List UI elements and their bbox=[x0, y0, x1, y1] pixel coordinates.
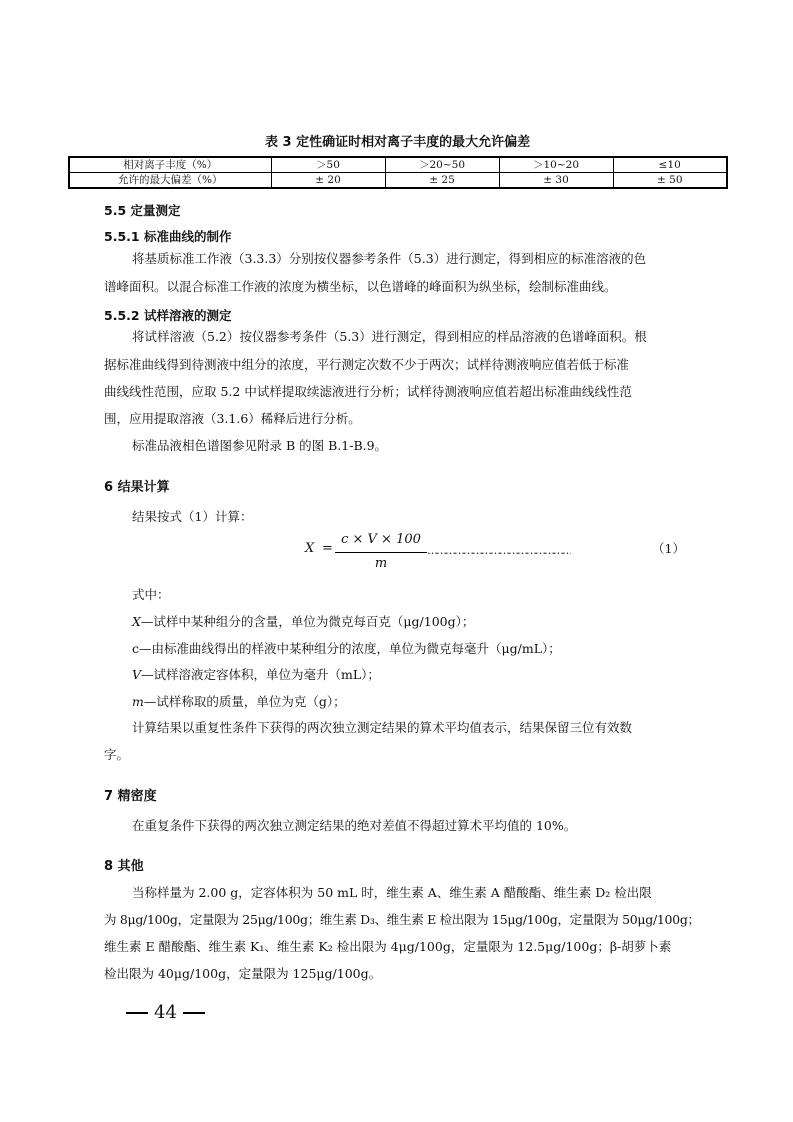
fraction-bar bbox=[335, 552, 427, 553]
section-heading: 8 其他 bbox=[104, 859, 144, 874]
table-row bbox=[69, 157, 727, 173]
subsection-heading: 5.5.2 试样溶液的测定 bbox=[104, 308, 232, 323]
paragraph-line: 计算结果以重复性条件下获得的两次独立测定结果的算术平均值表示，结果保留三位有效数 bbox=[132, 720, 633, 735]
formula-leader: ………………………………………… bbox=[427, 544, 571, 557]
variable-desc: —试样称取的质量，单位为克（g）； bbox=[143, 694, 346, 709]
paragraph-line: 据标准曲线得到待测液中组分的浓度，平行测定次数不少于两次；试样待测液响应值若低于标准 bbox=[104, 357, 630, 372]
paragraph-line: 检出限为 40μg/100g，定量限为 125μg/100g。 bbox=[104, 966, 382, 981]
variable-definition bbox=[132, 616, 474, 629]
formula-numerator: c × V × 100 bbox=[341, 532, 421, 547]
paragraph-line: 将试样溶液（5.2）按仪器参考条件（5.3）进行测定，得到相应的样品溶液的色谱峰面积。根 bbox=[132, 329, 647, 344]
table-cell: ＞10~20 bbox=[499, 157, 613, 173]
variable-definition bbox=[132, 696, 346, 709]
table-row bbox=[69, 173, 727, 189]
paragraph-line: 维生素 E 醋酸酯、维生素 K₁、维生素 K₂ 检出限为 4μg/100g，定量限为 12.5μg/100g；β-胡萝卜素 bbox=[104, 939, 672, 954]
formula-fraction bbox=[335, 530, 427, 573]
paragraph-line: 字。 bbox=[104, 747, 130, 762]
paragraph-line: 当称样量为 2.00 g，定容体积为 50 mL 时，维生素 A、维生素 A 醋酸酯、维生素 D₂ 检出限 bbox=[132, 885, 652, 900]
table-cell: ± 20 bbox=[271, 173, 385, 189]
ion-abundance-table bbox=[68, 156, 728, 189]
table-cell: ＞20~50 bbox=[385, 157, 499, 173]
variable-definition bbox=[132, 643, 561, 656]
table-cell: ＞50 bbox=[271, 157, 385, 173]
variable-desc: —由标准曲线得出的样液中某种组分的浓度，单位为微克每毫升（μg/mL）； bbox=[139, 641, 561, 656]
paragraph-line: 曲线线性范围，应取 5.2 中试样提取续滤液进行分析；试样待测液响应值若超出标准曲线线性范 bbox=[104, 384, 632, 399]
formula-denominator: m bbox=[374, 556, 388, 571]
paragraph-line: 将基质标准工作液（3.3.3）分别按仪器参考条件（5.3）进行测定，得到相应的标准溶液的色 bbox=[132, 251, 647, 266]
table-caption: 表 3 定性确证时相对离子丰度的最大允许偏差 bbox=[265, 135, 531, 150]
variable-symbol: V bbox=[132, 667, 142, 682]
table-cell: 允许的最大偏差（%） bbox=[69, 173, 271, 189]
table-cell: ± 30 bbox=[499, 173, 613, 189]
formula-lhs: X bbox=[305, 541, 315, 556]
table-cell: 相对离子丰度（%） bbox=[69, 157, 271, 173]
variable-symbol: m bbox=[132, 694, 144, 709]
section-heading: 5.5 定量测定 bbox=[104, 203, 181, 218]
paragraph-line: 为 8μg/100g，定量限为 25μg/100g；维生素 D₃、维生素 E 检出限为 15μg/100g，定量限为 50μg/100g； bbox=[104, 912, 700, 927]
table-cell: ≤10 bbox=[613, 157, 727, 173]
page-number bbox=[120, 1002, 211, 1023]
section-heading: 7 精密度 bbox=[104, 789, 157, 804]
paragraph-line: 标准品液相色谱图参见附录 B 的图 B.1-B.9。 bbox=[132, 438, 388, 453]
page-number-text: 44 bbox=[154, 1002, 177, 1023]
dash-decoration bbox=[126, 1012, 148, 1014]
dash-decoration bbox=[183, 1012, 205, 1014]
section-heading: 6 结果计算 bbox=[104, 480, 170, 495]
variable-symbol: X bbox=[132, 614, 141, 629]
paragraph-line: 谱峰面积。以混合标准工作液的浓度为横坐标，以色谱峰的峰面积为纵坐标，绘制标准曲线。 bbox=[104, 279, 617, 294]
paragraph-line: 在重复条件下获得的两次独立测定结果的绝对差值不得超过算术平均值的 10%。 bbox=[132, 818, 577, 833]
variable-desc: —试样中某种组分的含量，单位为微克每百克（μg/100g）； bbox=[140, 614, 475, 629]
subsection-heading: 5.5.1 标准曲线的制作 bbox=[104, 229, 232, 244]
variable-definition bbox=[132, 669, 380, 682]
table-cell: ± 50 bbox=[613, 173, 727, 189]
formula-equals: = bbox=[322, 541, 333, 556]
table-cell: ± 25 bbox=[385, 173, 499, 189]
where-label: 式中： bbox=[132, 587, 170, 602]
variable-symbol: c bbox=[132, 641, 140, 656]
variable-desc: —试样溶液定容体积，单位为毫升（mL）； bbox=[141, 667, 380, 682]
paragraph-line: 围，应用提取溶液（3.1.6）稀释后进行分析。 bbox=[104, 411, 361, 426]
formula-intro: 结果按式（1）计算： bbox=[132, 509, 253, 524]
formula-number: （1） bbox=[652, 541, 685, 556]
